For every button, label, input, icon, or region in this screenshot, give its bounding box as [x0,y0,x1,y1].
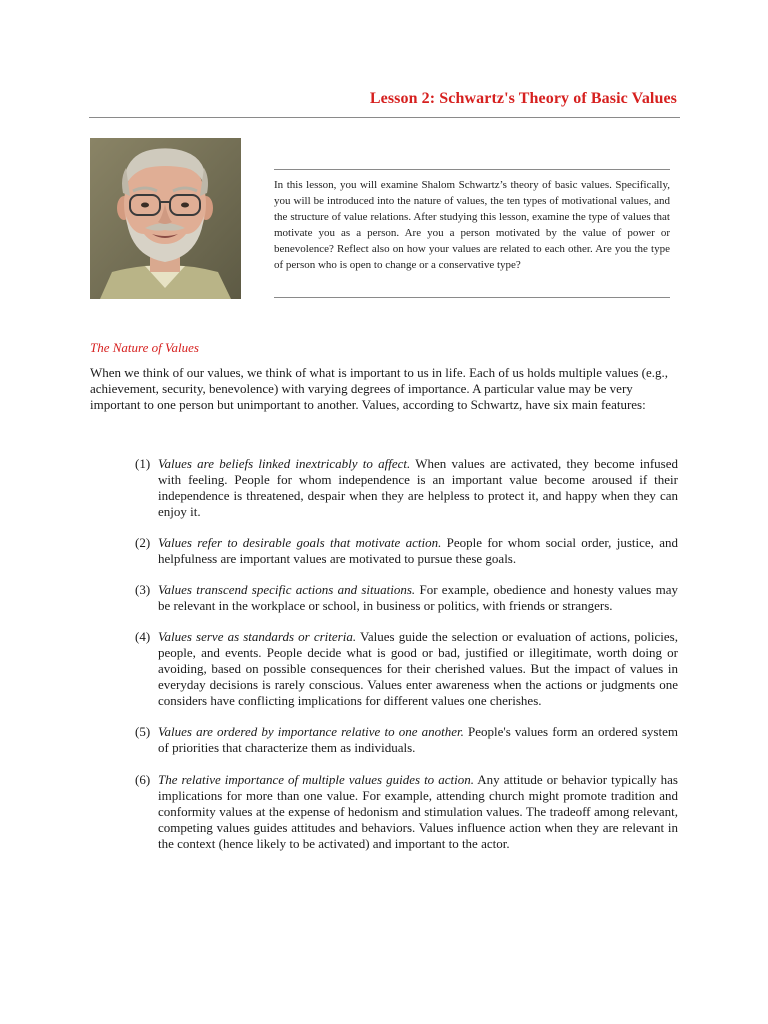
feature-number: (5) [135,724,151,739]
feature-item-4 [135,629,678,709]
feature-text [158,629,678,709]
section-paragraph: When we think of our values, we think of what is important to us in life. Each of us holds multiple values (e.g., achievement, security, benevolence) with varying degrees of importance. A particular value may be very important to one person but unimportant to another. Values, according to Schwartz, have six main features: [90,365,669,412]
feature-lead: Values transcend specific actions and situations. [158,582,416,597]
feature-text [158,535,678,567]
feature-body: People's values form an ordered system of priorities that characterize them as individuals. [158,724,678,755]
feature-number: (4) [135,629,151,644]
feature-text [158,724,678,756]
feature-lead: Values serve as standards or criteria. [158,629,357,644]
feature-body: People for whom social order, justice, and helpfulness are important values are motivated to pursue these goals. [158,535,678,566]
feature-body: For example, obedience and honesty values may be relevant in the workplace or school, in business or politics, with friends or strangers. [158,582,678,613]
feature-text [158,772,678,852]
feature-number: (1) [135,456,151,471]
feature-lead: The relative importance of multiple values guides to action. [158,772,474,787]
page-title: Lesson 2: Schwartz's Theory of Basic Values [369,90,677,107]
feature-item-6 [135,772,678,852]
feature-item-2 [135,535,678,567]
feature-text [158,456,678,520]
feature-body: Values guide the selection or evaluation of actions, policies, people, and events. People decide what is good or bad, justified or illegitimate, worth doing or avoiding, based on possible consequences for their cherished values. But the impact of values in everyday decisions is rarely conscious. Values enter awareness when the actions or judgments one considers have conflicting implications for different values one cherishes. [158,629,678,708]
feature-item-3 [135,582,678,614]
feature-body: When values are activated, they become infused with feeling. People for whom independence is an important value become aroused if their independence is threatened, despair when they are helpless to protect it, and happy when they can enjoy it. [158,456,679,519]
feature-lead: Values are ordered by importance relative to one another. [158,724,464,739]
feature-lead: Values are beliefs linked inextricably to affect. [158,456,411,471]
feature-lead: Values refer to desirable goals that motivate action. [158,535,442,550]
feature-item-5 [135,724,678,756]
feature-number: (6) [135,772,151,787]
section-heading: The Nature of Values [90,340,199,355]
feature-number: (3) [135,582,151,597]
feature-text [158,582,678,614]
intro-text: In this lesson, you will examine Shalom Schwartz’s theory of basic values. Specifically, you will be introduced into the nature of values, the ten types of motivational values, and the structure of value relations. After studying this lesson, examine the type of values that motivate you as a person. Are you a person motivated by the value of power or benevolence? Reflect also on how your values are related to each other. Are you the type of person who is open to change or a conservative type? [274,179,670,271]
feature-body: Any attitude or behavior typically has implications for more than one value. For example, attending church might promote tradition and conformity values at the expense of hedonism and stimulation values. The tradeoff among relevant, competing values guides attitudes and behaviors. Values influence action when they are relevant in the context (hence likely to be activated) and important to the actor. [158,772,678,851]
feature-number: (2) [135,535,151,550]
feature-item-1 [135,456,678,520]
